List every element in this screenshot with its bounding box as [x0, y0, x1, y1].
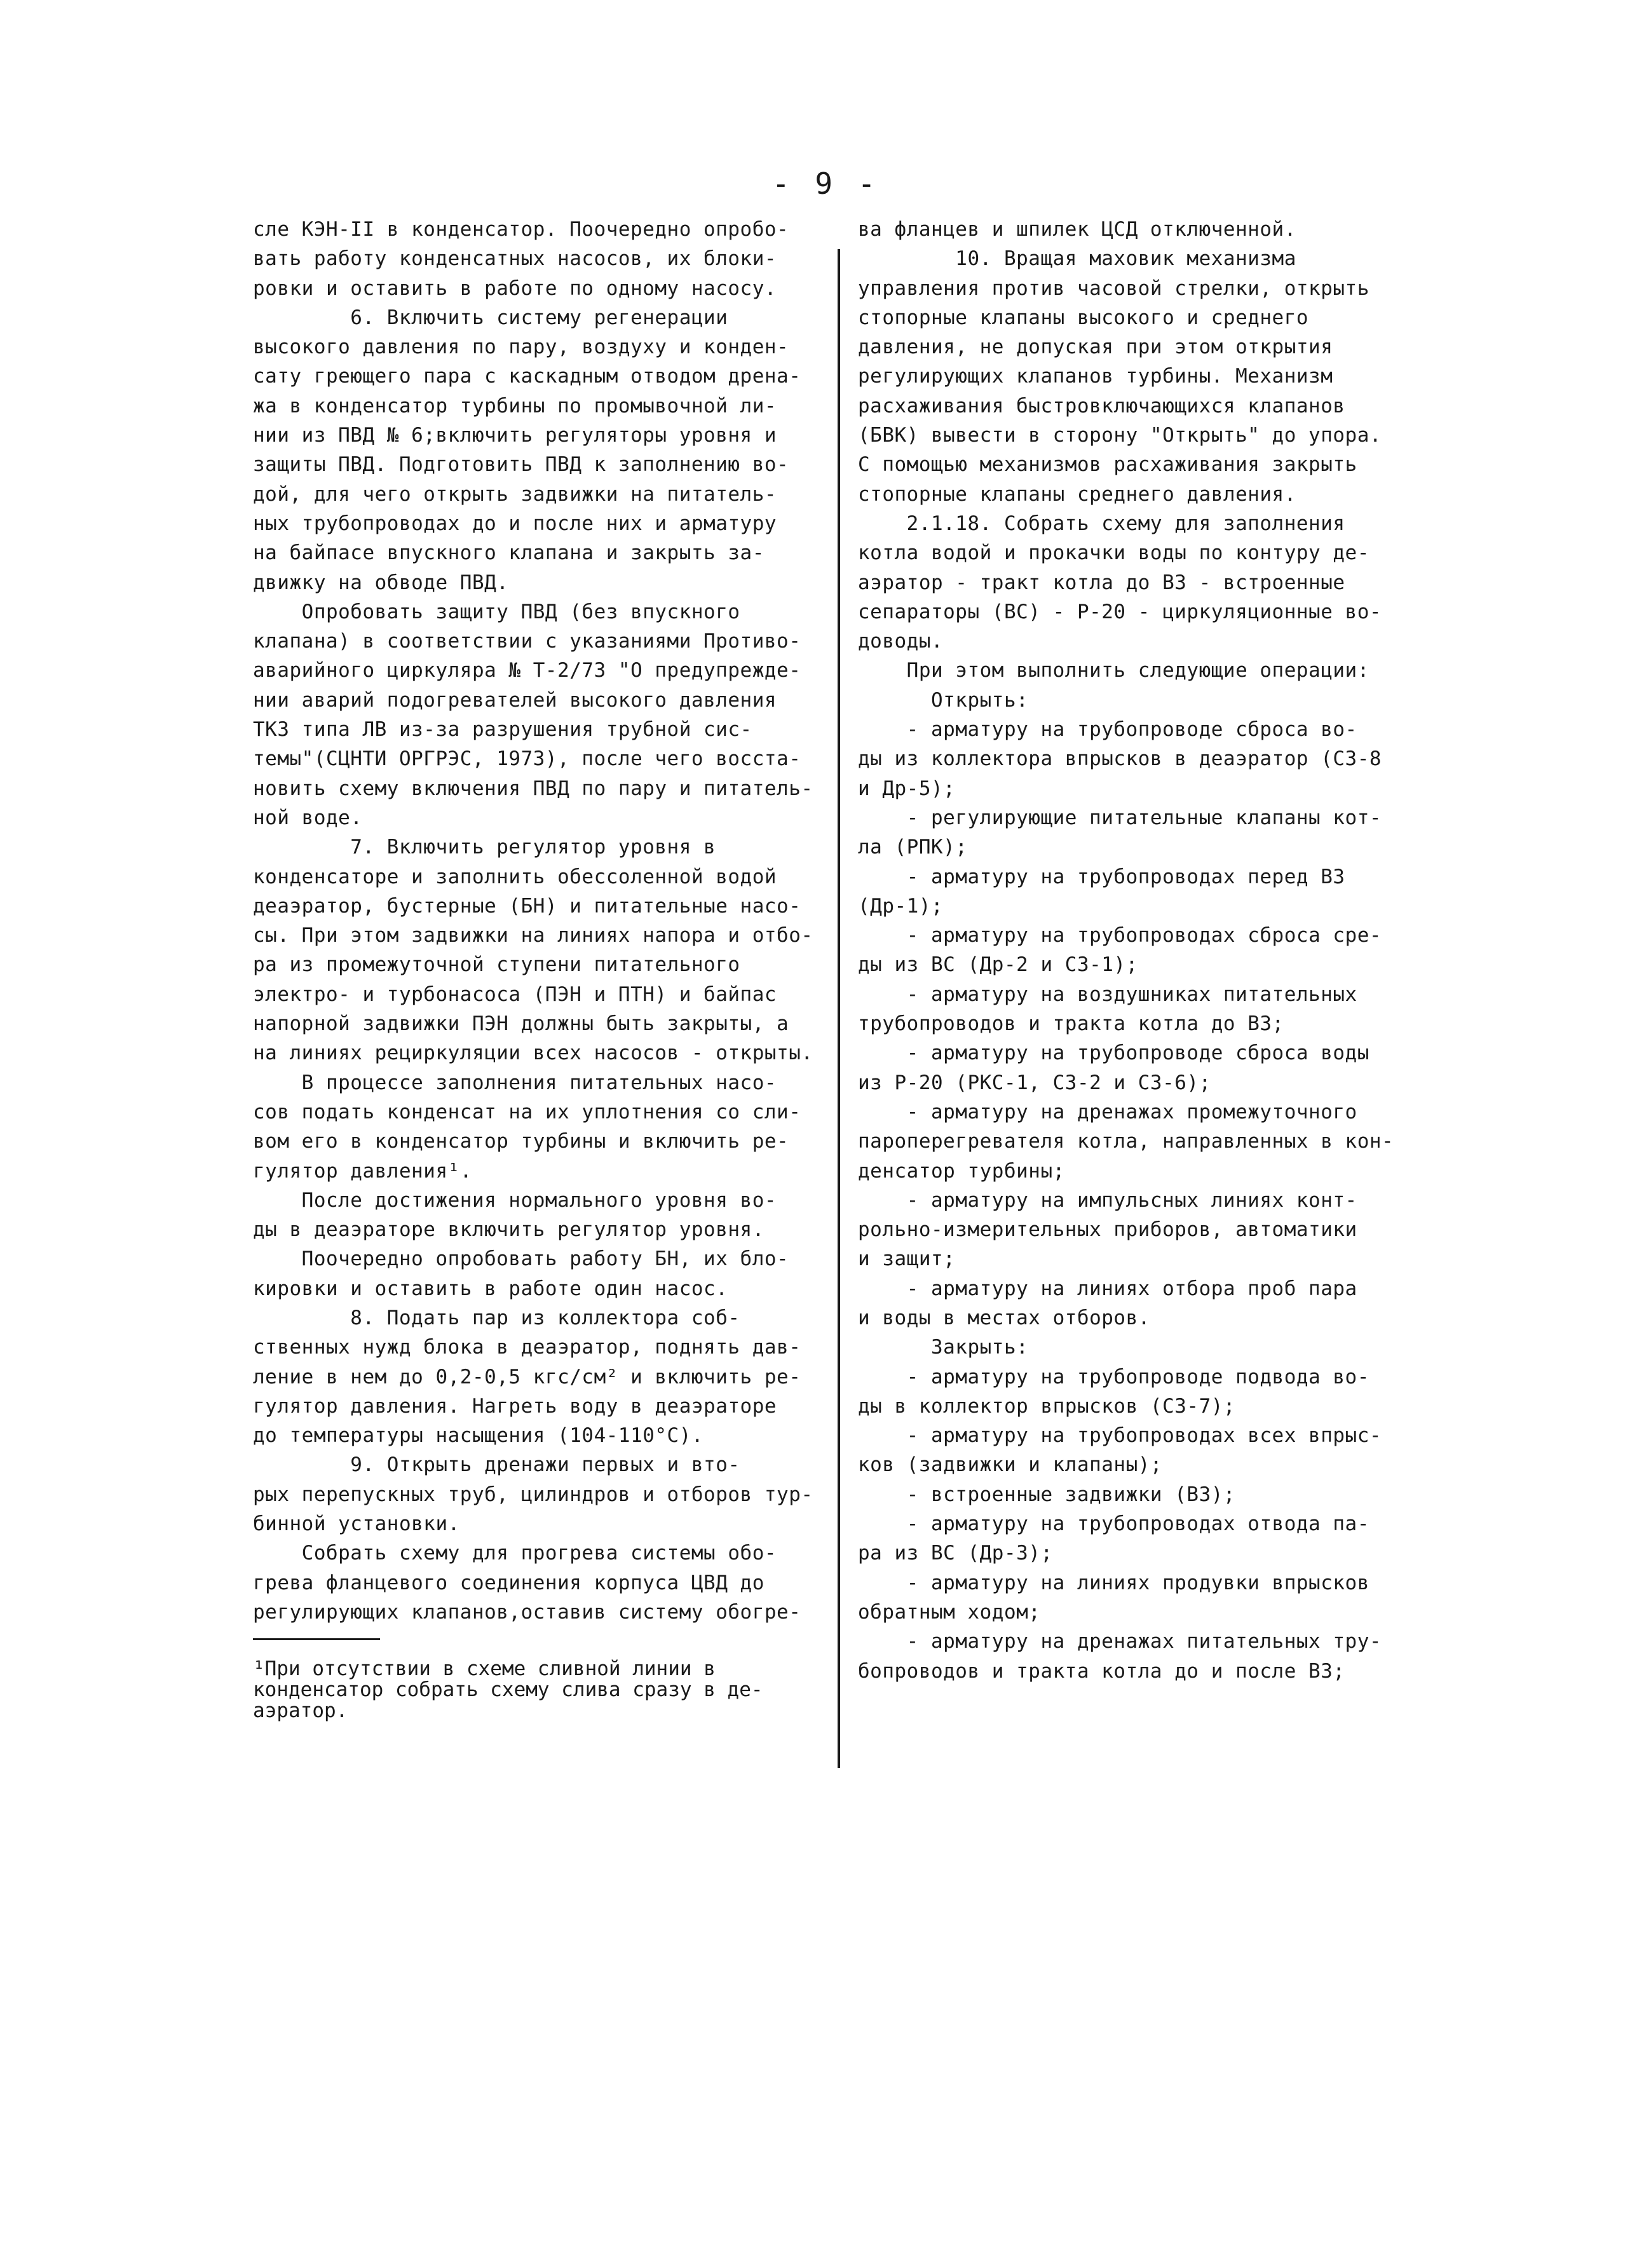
column-divider — [838, 249, 840, 1768]
text-line: - регулирующие питательные клапаны кот- — [858, 806, 1382, 829]
text-line: дой, для чего открыть задвижки на питатель- — [253, 482, 777, 506]
text-line: С помощью механизмов расхаживания закрыть — [858, 453, 1357, 477]
text-line: - арматуру на линиях отбора проб пара — [858, 1277, 1357, 1300]
text-line: 10. Вращая маховик механизма — [858, 247, 1296, 271]
text-line: ды из ВС (Др-2 и С3-1); — [858, 953, 1138, 977]
text-line: - арматуру на импульсных линиях конт- — [858, 1188, 1357, 1212]
text-line: нии аварий подогревателей высокого давления — [253, 688, 777, 712]
text-line: новить схему включения ПВД по пару и питатель- — [253, 777, 813, 800]
text-line: трубопроводов и тракта котла до ВЗ; — [858, 1012, 1284, 1036]
text-line: При этом выполнить следующие операции: — [858, 659, 1369, 682]
text-line: нии из ПВД № 6;включить регуляторы уровня и — [253, 424, 777, 447]
text-line: стопорные клапаны среднего давления. — [858, 482, 1296, 506]
text-line: ственных нужд блока в деаэратор, поднять дав- — [253, 1336, 801, 1359]
text-line: ТКЗ типа ЛВ из-за разрушения трубной сис- — [253, 718, 752, 742]
text-line: 6. Включить систему регенерации — [253, 306, 728, 329]
text-line: рых перепускных труб, цилиндров и отборов тур- — [253, 1483, 813, 1506]
text-line: расхаживания быстровключающихся клапанов — [858, 394, 1345, 418]
text-line: и защит; — [858, 1247, 956, 1271]
text-line: конденсаторе и заполнить обессоленной водой — [253, 865, 777, 888]
text-line: регулирующих клапанов турбины. Механизм — [858, 365, 1333, 388]
text-line: Закрыть: — [858, 1336, 1029, 1359]
text-line: 8. Подать пар из коллектора соб- — [253, 1306, 740, 1329]
text-line: и Др-5); — [858, 777, 956, 800]
text-line: клапана) в соответствии с указаниями Противо- — [253, 630, 801, 653]
text-line: ных трубопроводах до и после них и арматуру — [253, 512, 777, 535]
text-line: гулятор давления. Нагреть воду в деаэраторе — [253, 1394, 777, 1418]
text-line: ной воде. — [253, 806, 363, 829]
text-line: из Р-20 (РКС-1, С3-2 и С3-6); — [858, 1071, 1211, 1094]
text-line: темы"(СЦНТИ ОРГРЭС, 1973), после чего восста- — [253, 747, 801, 771]
text-line: - арматуру на трубопроводе сброса воды — [858, 1042, 1369, 1065]
text-line: сы. При этом задвижки на линиях напора и отбо- — [253, 924, 813, 947]
text-line: ва фланцев и шпилек ЦСД отключенной. — [858, 218, 1296, 241]
text-line: доводы. — [858, 630, 944, 653]
footnote-line: аэратор. — [253, 1699, 348, 1722]
text-line: давления, не допуская при этом открытия — [858, 336, 1333, 359]
text-line: рольно-измерительных приборов, автоматики — [858, 1218, 1357, 1242]
text-line: - арматуру на дренажах питательных тру- — [858, 1630, 1382, 1653]
text-line: - арматуру на дренажах промежуточного — [858, 1100, 1357, 1124]
text-line: стопорные клапаны высокого и среднего — [858, 306, 1309, 329]
text-line: движку на обводе ПВД. — [253, 571, 509, 594]
text-line: сов подать конденсат на их уплотнения со сли- — [253, 1100, 801, 1124]
text-line: ра из ВС (Др-3); — [858, 1542, 1053, 1565]
text-line: грева фланцевого соединения корпуса ЦВД до — [253, 1571, 764, 1594]
text-line: жа в конденсатор турбины по промывочной ли- — [253, 394, 777, 418]
text-line: 2.1.18. Собрать схему для заполнения — [858, 512, 1345, 535]
text-line: Собрать схему для прогрева системы обо- — [253, 1542, 777, 1565]
text-line: - арматуру на трубопроводах всех впрыс- — [858, 1424, 1382, 1448]
page-number: - 9 - — [772, 166, 880, 201]
text-line: - арматуру на трубопроводах перед ВЗ — [858, 865, 1345, 888]
text-line: ровки и оставить в работе по одному насосу. — [253, 276, 777, 300]
text-line: ды в коллектор впрысков (С3-7); — [858, 1394, 1236, 1418]
text-line: Опробовать защиту ПВД (без впускного — [253, 600, 740, 623]
footnote-rule — [253, 1638, 380, 1640]
text-line: управления против часовой стрелки, открыть — [858, 276, 1369, 300]
text-line: сепараторы (ВС) - Р-20 - циркуляционные во- — [858, 600, 1382, 623]
text-line: Открыть: — [858, 688, 1029, 712]
text-line: 9. Открыть дренажи первых и вто- — [253, 1453, 740, 1477]
text-line: сле КЭН-II в конденсатор. Поочередно опробо- — [253, 218, 789, 241]
text-line: В процессе заполнения питательных насо- — [253, 1071, 777, 1094]
text-line: до температуры насыщения (104-110°С). — [253, 1424, 704, 1448]
text-line: кировки и оставить в работе один насос. — [253, 1277, 728, 1300]
text-line: сату греющего пара с каскадным отводом дрена- — [253, 365, 801, 388]
text-line: высокого давления по пару, воздуху и конден- — [253, 336, 789, 359]
text-line: - арматуру на линиях продувки впрысков — [858, 1571, 1369, 1594]
text-line: регулирующих клапанов,оставив систему обогре- — [253, 1600, 801, 1624]
text-line: ды из коллектора впрысков в деаэратор (С3-8 — [858, 747, 1382, 771]
text-line: Поочередно опробовать работу БН, их бло- — [253, 1247, 789, 1271]
text-line: - арматуру на трубопроводе подвода во- — [858, 1365, 1369, 1389]
text-line: электро- и турбонасоса (ПЭН и ПТН) и байпас — [253, 982, 777, 1006]
footnote — [253, 1659, 817, 1721]
text-line: После достижения нормального уровня во- — [253, 1188, 777, 1212]
text-line: ков (задвижки и клапаны); — [858, 1453, 1163, 1477]
text-line: бинной установки. — [253, 1512, 460, 1536]
text-line: деаэратор, бустерные (БН) и питательные насо- — [253, 894, 801, 918]
text-line: и воды в местах отборов. — [858, 1306, 1150, 1329]
text-line: (БВК) вывести в сторону "Открыть" до упора. — [858, 424, 1382, 447]
text-line: котла водой и прокачки воды по контуру де- — [858, 541, 1369, 565]
text-line: - арматуру на трубопроводах отвода па- — [858, 1512, 1369, 1536]
text-line: ление в нем до 0,2-0,5 кгс/см² и включить ре- — [253, 1365, 801, 1389]
text-line: обратным ходом; — [858, 1600, 1041, 1624]
left-column — [253, 215, 817, 1627]
text-line: - арматуру на трубопроводе сброса во- — [858, 718, 1357, 742]
text-line: ла (РПК); — [858, 836, 968, 859]
text-line: вать работу конденсатных насосов, их блоки- — [253, 247, 777, 271]
text-line: (Др-1); — [858, 894, 944, 918]
text-line: - арматуру на воздушниках питательных — [858, 982, 1357, 1006]
text-line: напорной задвижки ПЭН должны быть закрыты, а — [253, 1012, 789, 1036]
right-column — [858, 215, 1417, 1686]
text-line: защиты ПВД. Подготовить ПВД к заполнению во- — [253, 453, 789, 477]
text-line: на байпасе впускного клапана и закрыть за- — [253, 541, 764, 565]
text-line: вом его в конденсатор турбины и включить ре- — [253, 1130, 789, 1153]
text-line: бопроводов и тракта котла до и после ВЗ; — [858, 1659, 1345, 1683]
text-line: аварийного циркуляра № Т-2/73 "О предупрежде- — [253, 659, 801, 682]
text-line: ды в деаэраторе включить регулятор уровня. — [253, 1218, 764, 1242]
text-line: на линиях рециркуляции всех насосов - открыты. — [253, 1042, 813, 1065]
text-line: гулятор давления¹. — [253, 1159, 472, 1183]
text-line: денсатор турбины; — [858, 1159, 1065, 1183]
footnote-line: конденсатор собрать схему слива сразу в де- — [253, 1678, 763, 1701]
text-line: пароперегревателя котла, направленных в кон- — [858, 1130, 1394, 1153]
footnote-line: ¹При отсутствии в схеме сливной линии в — [253, 1657, 716, 1680]
text-line: 7. Включить регулятор уровня в — [253, 836, 716, 859]
text-line: - арматуру на трубопроводах сброса сре- — [858, 924, 1382, 947]
text-line: - встроенные задвижки (ВЗ); — [858, 1483, 1236, 1506]
text-line: аэратор - тракт котла до ВЗ - встроенные — [858, 571, 1345, 594]
text-line: ра из промежуточной ступени питательного — [253, 953, 740, 977]
